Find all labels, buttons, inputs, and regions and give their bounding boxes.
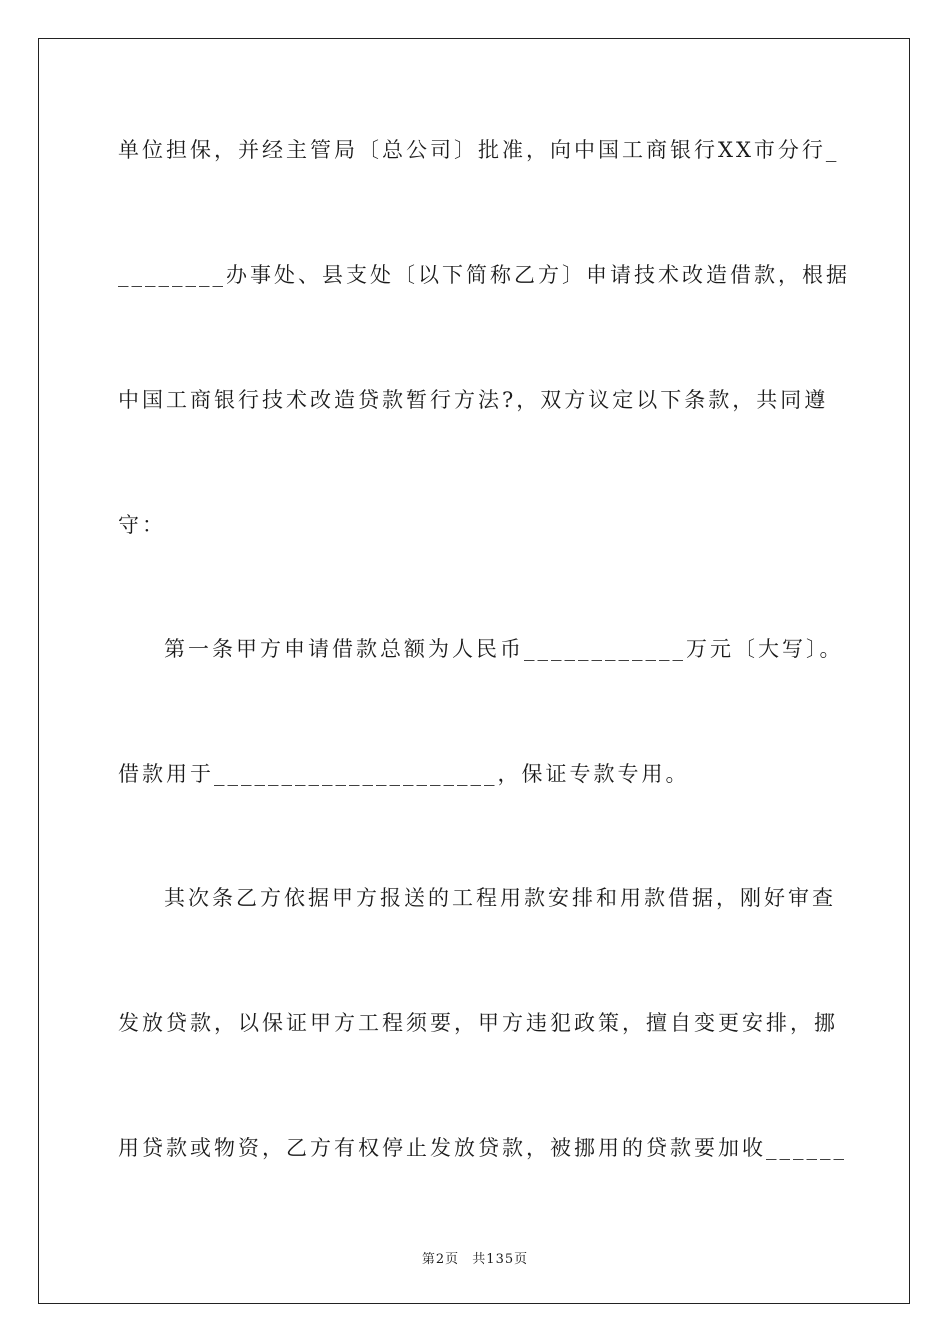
text-line-4: 守： [118, 513, 166, 537]
text-line-5: 第一条甲方申请借款总额为人民币____________万元〔大写〕。 [164, 637, 844, 661]
text-line-9: 用贷款或物资，乙方有权停止发放贷款，被挪用的贷款要加收______ [118, 1136, 847, 1160]
page-footer [0, 1248, 950, 1267]
page-number: 第2页 [421, 1252, 460, 1267]
text-line-2: ________办事处、县支处〔以下简称乙方〕申请技术改造借款，根据 [118, 263, 850, 287]
text-line-8: 发放贷款，以保证甲方工程须要，甲方违犯政策，擅自变更安排，挪 [118, 1011, 838, 1035]
text-line-1: 单位担保，并经主管局〔总公司〕批准，向中国工商银行XX市分行_ [118, 138, 840, 162]
text-line-7: 其次条乙方依据甲方报送的工程用款安排和用款借据，刚好审查 [164, 886, 836, 910]
text-line-3: 中国工商银行技术改造贷款暂行方法?，双方议定以下条款，共同遵 [118, 388, 829, 412]
text-line-6: 借款用于_____________________，保证专款专用。 [118, 762, 690, 786]
page-border [38, 38, 910, 1304]
page-total: 共135页 [472, 1252, 529, 1267]
